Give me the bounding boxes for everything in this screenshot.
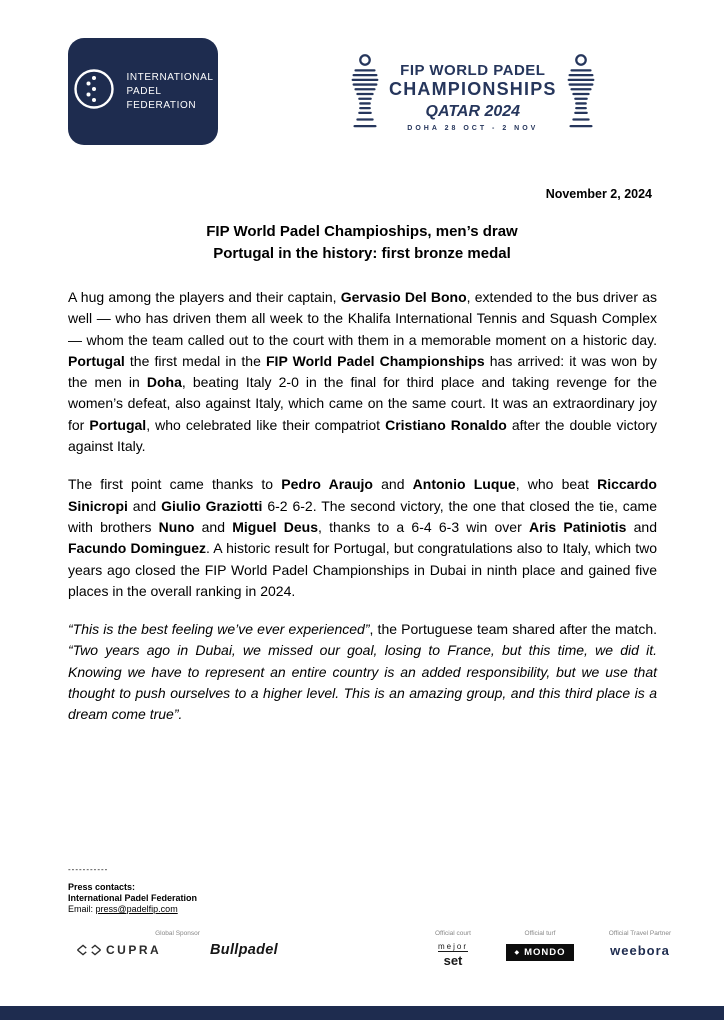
title-line-2: Portugal in the history: first bronze medal bbox=[213, 245, 511, 262]
diamond-icon: ◆ bbox=[514, 949, 521, 956]
official-court-group bbox=[408, 930, 498, 970]
championship-edition: QATAR 2024 bbox=[425, 102, 521, 120]
article-body bbox=[68, 287, 657, 743]
title-line-1: FIP World Padel Champioships, men’s draw bbox=[206, 223, 518, 240]
email-link[interactable]: press@padelfip.com bbox=[95, 904, 178, 914]
mejorset-logo bbox=[438, 942, 468, 968]
ipf-logo-line: PADEL bbox=[126, 85, 162, 97]
paragraph-3-quote: “This is the best feeling we’ve ever experienced”, the Portuguese team shared after the match. “Two years ago in Dubai, we missed our goal, losing to France, but this time, we did it. Knowing we have to represent an entire country is an added responsibility, but we use that thought to push ourselves to a higher level. This is an amazing group, and this third place is a dream come true”. bbox=[68, 621, 658, 723]
cupra-mark-icon bbox=[77, 944, 101, 956]
global-sponsor-group bbox=[75, 930, 280, 958]
official-travel-label: Official Travel Partner bbox=[608, 930, 672, 937]
mejorset-top-text: mejor bbox=[437, 942, 468, 951]
global-sponsor-label: Global Sponsor bbox=[155, 930, 200, 937]
paragraph-1: A hug among the players and their captain, Gervasio Del Bono, extended to the bus driver as well — who has driven them all week to the Khalifa International Tennis and Squash Complex — whom the team called out to the court with them in a memorable moment on a historic day. Portugal the first medal in the FIP World Padel Championships has arrived: it was won by the men in Doha, beating Italy 2-0 in the final for third place and taking revenge for the women’s defeat, also against Italy, which came on the same court. It was an extraordinary joy for Portugal, who celebrated like their compatriot Cristiano Ronaldo after the double victory against Italy. bbox=[68, 289, 658, 455]
cupra-wordmark: CUPRA bbox=[106, 943, 162, 957]
ipf-federation-logo bbox=[68, 38, 218, 145]
press-organization: International Padel Federation bbox=[68, 893, 198, 903]
footer-bar bbox=[0, 1006, 724, 1020]
document-title bbox=[0, 221, 724, 265]
padel-ball-icon bbox=[72, 67, 116, 116]
ipf-logo-text bbox=[126, 71, 213, 113]
date: November 2, 2024 bbox=[545, 187, 652, 201]
press-email-line bbox=[68, 904, 197, 915]
email-label: Email: bbox=[68, 904, 96, 914]
championship-title-line: FIP WORLD PADEL bbox=[400, 61, 546, 79]
ipf-logo-line: FEDERATION bbox=[126, 99, 197, 111]
trophy-right-icon bbox=[564, 52, 598, 141]
championship-dates: DOHA 28 OCT - 2 NOV bbox=[407, 124, 539, 132]
official-court-label: Official court bbox=[434, 930, 471, 937]
championship-logo bbox=[348, 52, 598, 141]
official-turf-group bbox=[500, 930, 580, 961]
sponsor-bar bbox=[0, 930, 724, 986]
championship-title-line: CHAMPIONSHIPS bbox=[389, 78, 557, 99]
press-contacts-label: Press contacts: bbox=[68, 882, 136, 892]
mondo-wordmark: MONDO bbox=[524, 947, 566, 958]
bullpadel-logo: Bullpadel bbox=[210, 942, 278, 958]
press-contacts-block bbox=[68, 864, 197, 915]
weebora-logo: weebora bbox=[610, 943, 670, 958]
cupra-logo bbox=[77, 943, 161, 957]
mondo-logo bbox=[506, 944, 573, 961]
trophy-left-icon bbox=[348, 52, 382, 141]
official-travel-group bbox=[588, 930, 692, 960]
ipf-logo-line: INTERNATIONAL bbox=[126, 71, 214, 83]
mejorset-bottom-text: set bbox=[438, 951, 468, 968]
paragraph-2: The first point came thanks to Pedro Araujo and Antonio Luque, who beat Riccardo Sinicropi and Giulio Graziotti 6-2 6-2. The second victory, the one that closed the tie, came with brothers Nuno and Miguel Deus, thanks to a 6-4 6-3 win over Aris Patiniotis and Facundo Dominguez. A historic result for Portugal, but congratulations also to Italy, which two years ago closed the FIP World Padel Championships in Dubai in ninth place and gained five places in the overall ranking in 2024. bbox=[68, 476, 657, 599]
official-turf-label: Official turf bbox=[524, 930, 556, 937]
championship-logo-text bbox=[389, 62, 557, 132]
divider: ----------- bbox=[68, 865, 109, 874]
